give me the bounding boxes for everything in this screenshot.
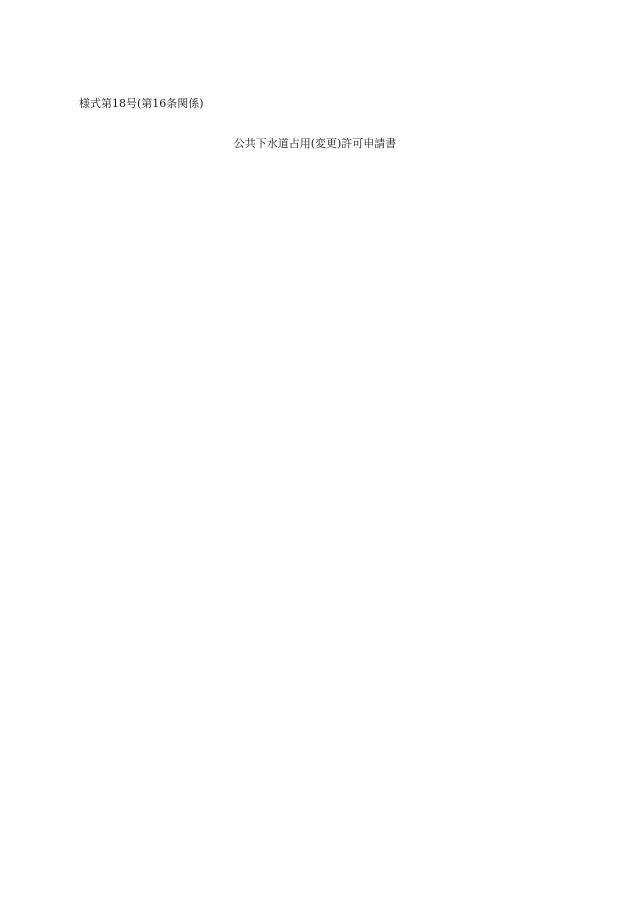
form-number: 様式第18号(第16条関係) [79,97,204,110]
content-area [78,168,552,579]
document-title: 公共下水道占用(変更)許可申請書 [233,137,397,150]
